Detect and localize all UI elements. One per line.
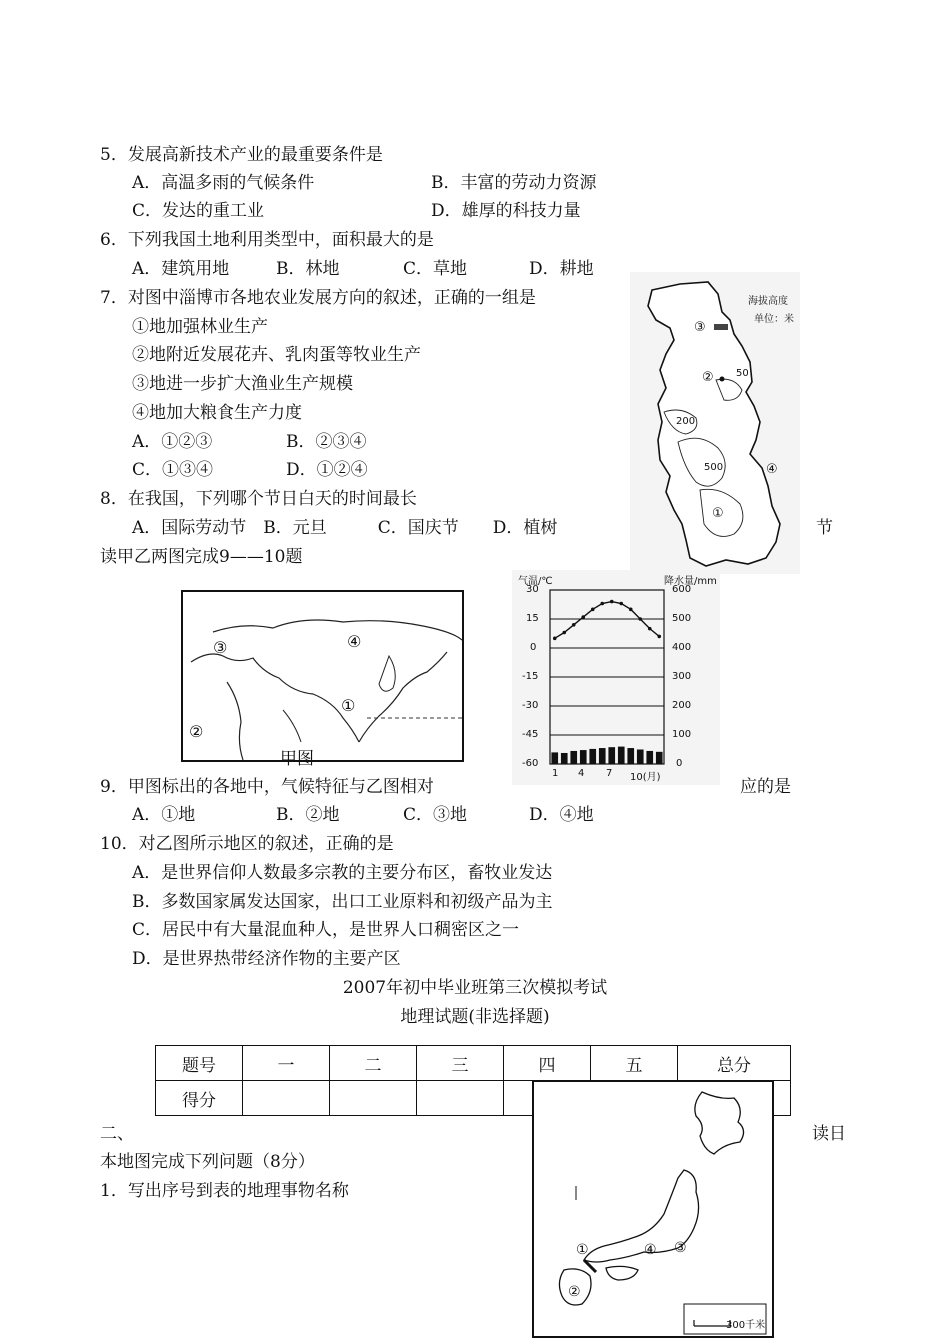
climate-left-tick-m30: -30 — [522, 700, 539, 711]
map-jia — [181, 590, 464, 762]
precip-bar — [551, 752, 558, 764]
precip-bar — [561, 753, 568, 764]
temperature-point — [610, 600, 614, 604]
q10-option-a: A．是世界信仰人数最多宗教的主要分布区，畜牧业发达 — [132, 863, 553, 883]
q8-stem: 8．在我国，下列哪个节日白天的时间最长 — [100, 489, 417, 509]
zibo-contour-200: 200 — [676, 416, 696, 427]
japan-scale-label: 300千米 — [726, 1320, 766, 1331]
zibo-marker-2: ② — [702, 370, 714, 385]
score-input-cell[interactable] — [243, 1081, 330, 1116]
section2-instruction: 本地图完成下列问题（8分） — [100, 1152, 315, 1172]
q9-option-a: A．①地 — [132, 805, 196, 825]
q9-stem-tail: 应的是 — [740, 777, 791, 797]
q10-option-b: B．多数国家属发达国家，出口工业原料和初级产品为主 — [132, 892, 553, 912]
score-row-label: 得分 — [156, 1081, 243, 1116]
q7-option-a: A．①②③ — [132, 432, 213, 452]
temperature-point — [638, 617, 642, 621]
japan-marker-1: ① — [576, 1242, 589, 1258]
score-header-cell: 五 — [591, 1046, 678, 1081]
q6-option-b: B．林地 — [276, 259, 340, 279]
precip-bar — [589, 749, 596, 764]
precip-bar — [570, 751, 577, 764]
climate-right-tick-100: 100 — [672, 729, 692, 740]
q6-option-d: D．耕地 — [529, 259, 594, 279]
climate-left-tick-m45: -45 — [522, 729, 539, 740]
climate-left-tick-m60: -60 — [522, 758, 539, 769]
map-jia-caption: 甲图 — [280, 749, 314, 769]
score-header-cell: 三 — [417, 1046, 504, 1081]
climate-plot — [512, 570, 720, 785]
q8-options-tail: 节 — [816, 518, 833, 538]
precip-bar — [599, 748, 606, 764]
zibo-marker-3: ③ — [694, 320, 706, 335]
zibo-marker-1: ① — [712, 506, 724, 521]
temperature-point — [562, 631, 566, 635]
exam-title: 2007年初中毕业班第三次模拟考试 — [342, 978, 608, 998]
q10-option-d: D．是世界热带经济作物的主要产区 — [132, 949, 401, 969]
section2-question-1: 1．写出序号到表的地理事物名称 — [100, 1181, 349, 1201]
temperature-line — [555, 602, 660, 639]
temperature-point — [619, 602, 623, 606]
intro-9-10: 读甲乙两图完成9——10题 — [100, 547, 303, 567]
precip-bar — [608, 747, 615, 764]
climate-x-tick-7: 7 — [606, 768, 613, 779]
map-jia-outline — [183, 592, 462, 760]
japan-marker-3: ③ — [674, 1240, 687, 1256]
precip-bar — [656, 752, 663, 764]
zibo-legend-unit: 单位：米 — [754, 314, 794, 325]
section2-number: 二、 — [100, 1124, 134, 1144]
exam-subtitle: 地理试题(非选择题) — [400, 1007, 550, 1027]
score-header-cell: 一 — [243, 1046, 330, 1081]
q9-option-b: B．②地 — [276, 805, 340, 825]
climate-x-tick-10: 10(月) — [630, 772, 661, 783]
q5-option-a: A．高温多雨的气候条件 — [132, 173, 315, 193]
temperature-point — [629, 608, 633, 612]
q5-stem: 5．发展高新技术产业的最重要条件是 — [100, 145, 383, 165]
map-jia-marker-4: ④ — [347, 632, 362, 651]
temperature-point — [648, 627, 652, 631]
precip-bar — [627, 748, 634, 764]
precip-bar — [646, 751, 653, 764]
zibo-marker-4: ④ — [766, 462, 778, 477]
temperature-point — [591, 608, 595, 612]
japan-marker-2: ② — [568, 1284, 581, 1300]
score-header-cell: 总分 — [678, 1046, 791, 1081]
climate-left-tick-m15: -15 — [522, 671, 539, 682]
climate-right-tick-600: 600 — [672, 584, 692, 595]
zibo-map — [630, 272, 800, 574]
temperature-point — [553, 637, 557, 641]
japan-map — [532, 1080, 774, 1338]
climate-right-tick-0: 0 — [676, 758, 683, 769]
precip-bar — [618, 747, 625, 764]
q10-stem: 10．对乙图所示地区的叙述，正确的是 — [100, 834, 394, 854]
climate-chart — [512, 570, 720, 785]
score-table-header-row — [156, 1046, 791, 1081]
temperature-point — [572, 623, 576, 627]
precip-bar — [637, 750, 644, 765]
temperature-point — [600, 602, 604, 606]
q7-option-c: C．①③④ — [132, 460, 214, 480]
climate-right-tick-300: 300 — [672, 671, 692, 682]
climate-left-tick-15: 15 — [526, 613, 539, 624]
climate-right-tick-400: 400 — [672, 642, 692, 653]
section2-tail: 读日 — [812, 1124, 846, 1144]
q8-options: A．国际劳动节 B．元旦 C．国庆节 D．植树 — [132, 518, 558, 538]
score-header-cell: 题号 — [156, 1046, 243, 1081]
climate-left-tick-0: 0 — [530, 642, 537, 653]
score-header-cell: 二 — [330, 1046, 417, 1081]
q7-statement-1: ①地加强林业生产 — [132, 317, 268, 337]
q9-option-d: D．④地 — [529, 805, 594, 825]
q7-statement-4: ④地加大粮食生产力度 — [132, 403, 302, 423]
zibo-legend-title: 海拔高度 — [748, 296, 788, 307]
q7-option-d: D．①②④ — [286, 460, 368, 480]
climate-right-title: 降水量/mm — [664, 576, 717, 587]
map-jia-marker-2: ② — [189, 722, 204, 741]
map-jia-marker-1: ① — [341, 696, 356, 715]
q5-option-d: D．雄厚的科技力量 — [431, 201, 581, 221]
q6-stem: 6．下列我国土地利用类型中，面积最大的是 — [100, 230, 434, 250]
score-input-cell[interactable] — [330, 1081, 417, 1116]
map-jia-marker-3: ③ — [213, 638, 228, 657]
japan-marker-4: ④ — [644, 1242, 657, 1258]
q7-stem: 7．对图中淄博市各地农业发展方向的叙述，正确的一组是 — [100, 288, 536, 308]
climate-x-tick-4: 4 — [578, 768, 585, 779]
q5-option-c: C．发达的重工业 — [132, 201, 265, 221]
q7-statement-2: ②地附近发展花卉、乳肉蛋等牧业生产 — [132, 345, 421, 365]
climate-left-tick-30: 30 — [526, 584, 539, 595]
q5-option-b: B．丰富的劳动力资源 — [431, 173, 597, 193]
q6-option-a: A．建筑用地 — [132, 259, 230, 279]
climate-x-tick-1: 1 — [552, 768, 559, 779]
zibo-contour-50: 50 — [736, 368, 749, 379]
zibo-contour-500: 500 — [704, 462, 724, 473]
q9-option-c: C．③地 — [403, 805, 468, 825]
q7-statement-3: ③地进一步扩大渔业生产规模 — [132, 374, 353, 394]
q7-option-b: B．②③④ — [286, 432, 367, 452]
climate-right-tick-200: 200 — [672, 700, 692, 711]
climate-left-title: 气温/℃ — [518, 576, 553, 587]
q6-option-c: C．草地 — [403, 259, 468, 279]
temperature-point — [657, 635, 661, 639]
q9-stem: 9．甲图标出的各地中，气候特征与乙图相对 — [100, 777, 434, 797]
q10-option-c: C．居民中有大量混血种人，是世界人口稠密区之一 — [132, 920, 520, 940]
precip-bar — [580, 750, 587, 764]
temperature-point — [581, 615, 585, 619]
climate-right-tick-500: 500 — [672, 613, 692, 624]
score-header-cell: 四 — [504, 1046, 591, 1081]
score-input-cell[interactable] — [417, 1081, 504, 1116]
